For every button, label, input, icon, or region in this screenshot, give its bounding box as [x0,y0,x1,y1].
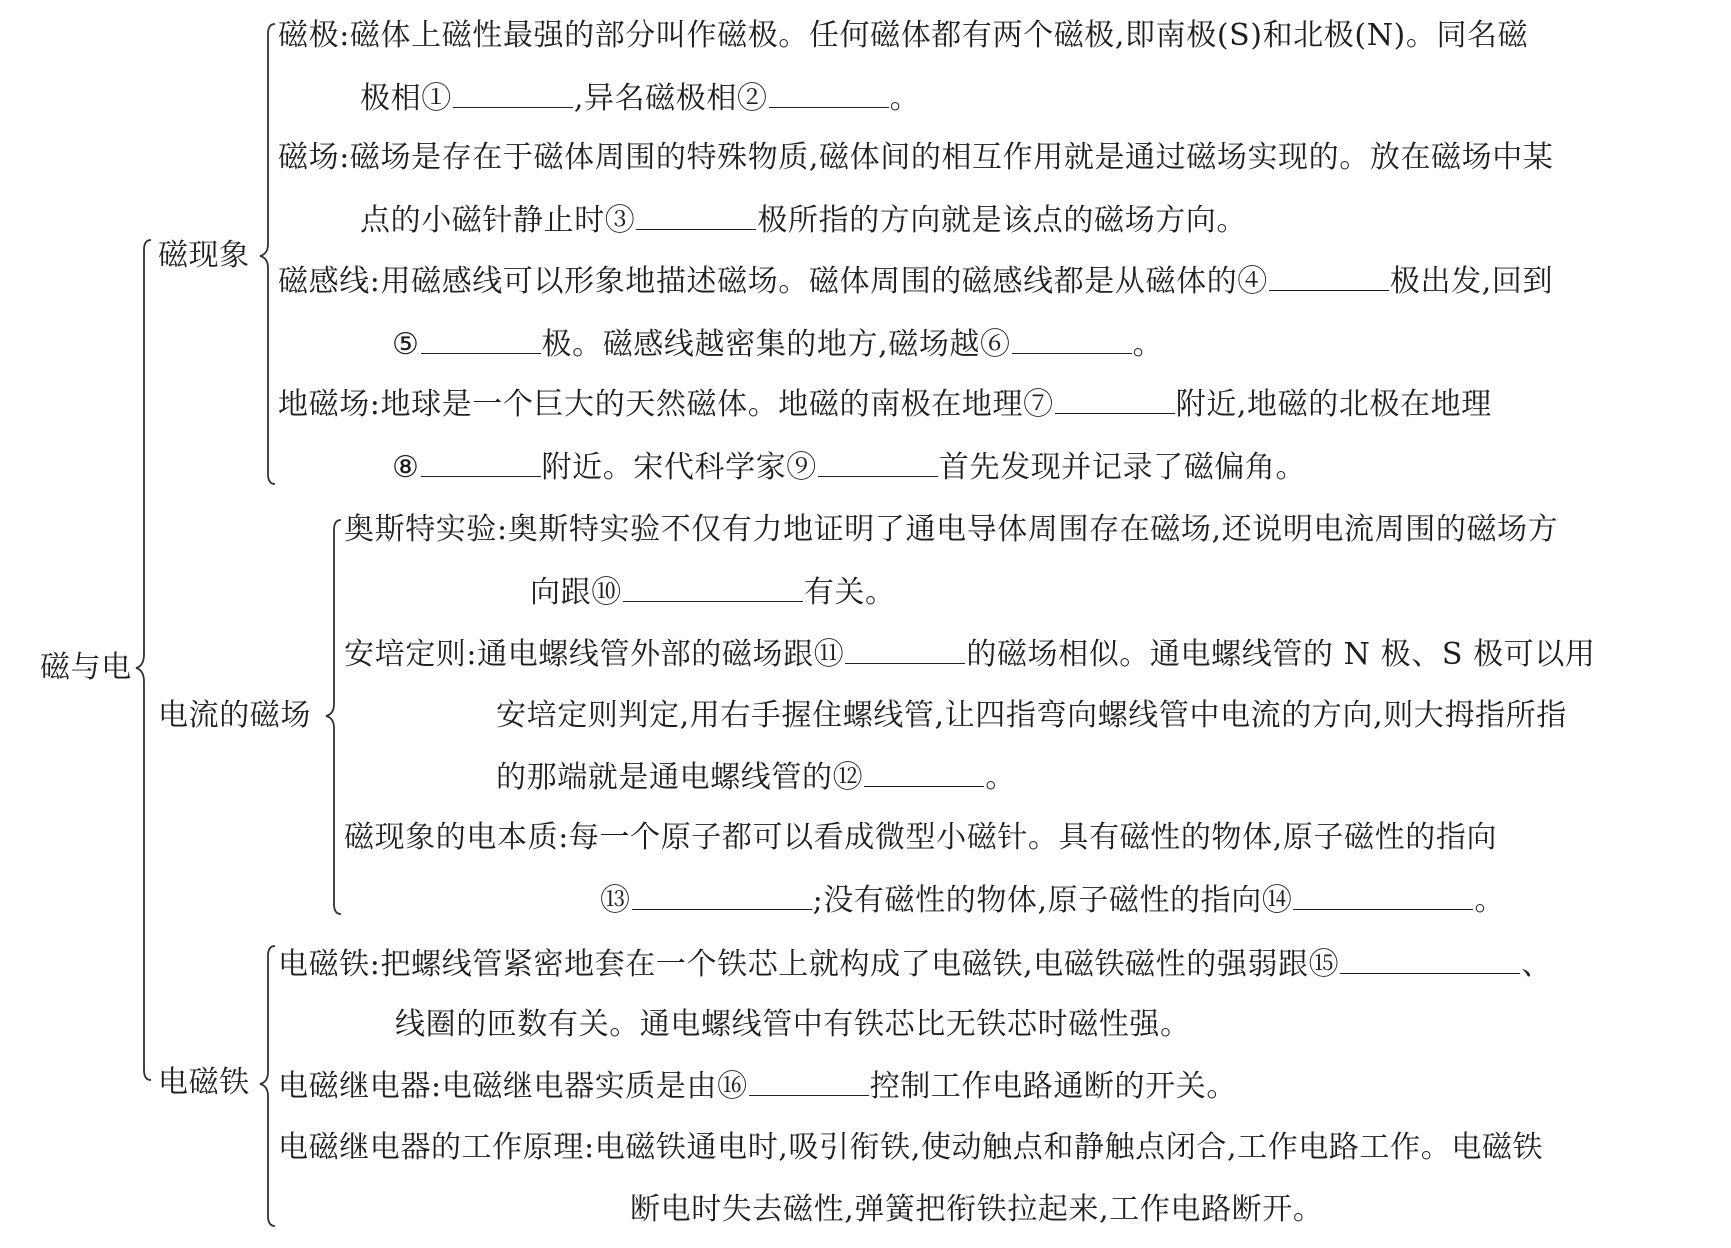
electromagnet-line-1: 电磁铁:把螺线管紧密地套在一个铁芯上就构成了电磁铁,电磁铁磁性的强弱跟⑮ 、 [278,947,1552,982]
electromagnet-line-2: 线圈的匝数有关。通电螺线管中有铁芯比无铁芯时磁性强。 [395,1007,1191,1042]
magnetism-brace [260,24,275,484]
magnetic-field-line-1: 磁场:磁场是存在于磁体周围的特殊物质,磁体间的相互作用就是通过磁场实现的。放在磁场中某 [278,140,1554,175]
blank-9[interactable] [818,448,938,477]
root-label: 磁与电 [40,650,132,685]
relay-line: 电磁继电器:电磁继电器实质是由⑯ 控制工作电路通断的开关。 [278,1069,1237,1104]
blank-8[interactable] [421,448,541,477]
blank-11[interactable] [845,635,965,664]
magnetic-pole-line-2: 极相① ,异名磁极相② 。 [360,81,921,116]
branch-magnetism: 磁现象 [158,238,250,273]
oersted-line-1: 奥斯特实验:奥斯特实验不仅有力地证明了通电导体周围存在磁场,还说明电流周围的磁场方 [344,512,1559,547]
blank-2[interactable] [769,79,889,108]
blank-7[interactable] [1055,385,1175,414]
electromagnet-brace [260,946,275,1226]
blank-5[interactable] [421,325,541,354]
relay-principle-line-2: 断电时失去磁性,弹簧把衔铁拉起来,工作电路断开。 [630,1192,1324,1227]
branch-current-field: 电流的磁场 [158,698,311,733]
geomagnetic-line-2: ⑧ 附近。宋代科学家⑨ 首先发现并记录了磁偏角。 [392,450,1307,485]
branch-electromagnet: 电磁铁 [158,1065,250,1100]
field-lines-line-1: 磁感线:用磁感线可以形象地描述磁场。磁体周围的磁感线都是从磁体的④ 极出发,回到 [278,264,1554,299]
blank-1[interactable] [453,79,573,108]
blank-4[interactable] [1269,262,1389,291]
magnetic-field-line-2: 点的小磁针静止时③ 极所指的方向就是该点的磁场方向。 [360,203,1248,238]
field-lines-line-2: ⑤ 极。磁感线越密集的地方,磁场越⑥ 。 [392,327,1164,362]
oersted-line-2: 向跟⑩ 有关。 [530,575,896,610]
relay-principle-line-1: 电磁继电器的工作原理:电磁铁通电时,吸引衔铁,使动触点和静触点闭合,工作电路工作。电磁铁 [278,1130,1544,1165]
blank-15[interactable] [1340,945,1520,974]
geomagnetic-line-1: 地磁场:地球是一个巨大的天然磁体。地磁的南极在地理⑦ 附近,地磁的北极在地理 [278,387,1492,422]
ampere-rule-line-2: 安培定则判定,用右手握住螺线管,让四指弯向螺线管中电流的方向,则大拇指所指 [496,698,1567,733]
blank-6[interactable] [1012,325,1132,354]
electric-nature-line-1: 磁现象的电本质:每一个原子都可以看成微型小磁针。具有磁性的物体,原子磁性的指向 [344,820,1498,855]
ampere-rule-line-1: 安培定则:通电螺线管外部的磁场跟⑪ 的磁场相似。通电螺线管的 N 极、S 极可以用 [344,637,1596,672]
current-field-brace [326,520,341,914]
blank-16[interactable] [749,1067,869,1096]
blank-3[interactable] [636,201,756,230]
blank-14[interactable] [1293,881,1473,910]
magnetic-pole-line-1: 磁极:磁体上磁性最强的部分叫作磁极。任何磁体都有两个磁极,即南极(S)和北极(N)。同名磁 [278,18,1529,53]
blank-13[interactable] [632,881,812,910]
blank-12[interactable] [864,758,984,787]
ampere-rule-line-3: 的那端就是通电螺线管的⑫ 。 [496,760,1016,795]
blank-10[interactable] [623,573,803,602]
root-brace [136,240,151,1080]
electric-nature-line-2: ⑬ ;没有磁性的物体,原子磁性的指向⑭ 。 [600,883,1506,918]
